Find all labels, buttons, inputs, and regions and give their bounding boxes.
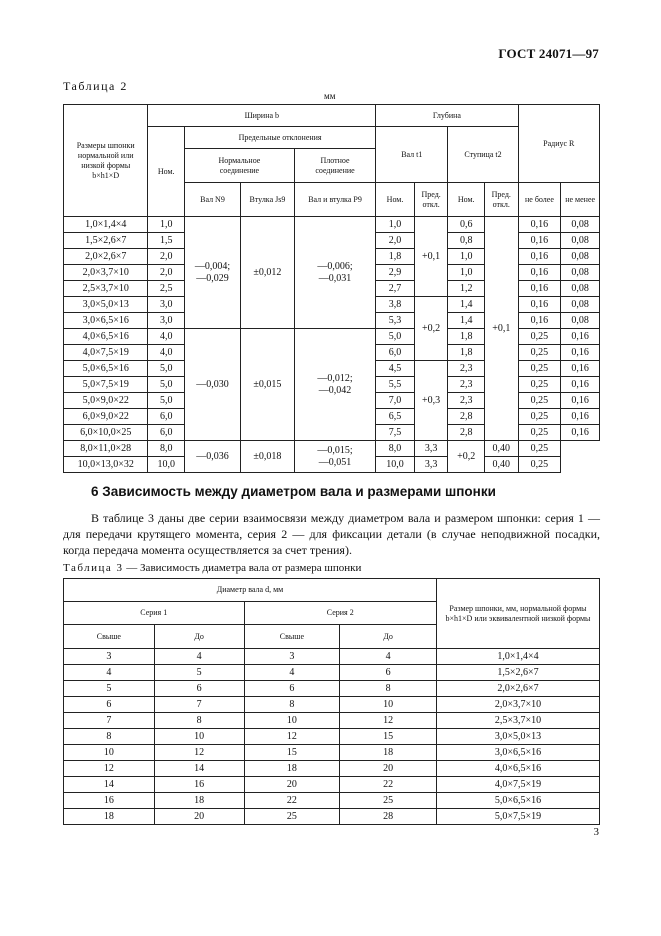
series2-to-cell: 4 [340,649,437,665]
series2-over-cell: 6 [244,681,340,697]
table-row [64,681,600,697]
key-size-cell: 2,0×3,7×10 [436,697,599,713]
radius-min-cell: 0,16 [561,425,600,441]
series1-to-cell: 10 [154,729,244,745]
hub-t2-nom-cell: 1,2 [448,281,485,297]
radius-min-cell: 0,08 [561,265,600,281]
key-size-cell: 1,0×1,4×4 [64,217,148,233]
width-nom-cell: 5,0 [148,377,185,393]
shaft-t1-nom-cell: 5,0 [376,329,415,345]
hub-js9-cell: ±0,015 [240,329,294,441]
header-shaft-t1: Вал t1 [376,127,448,183]
radius-min-cell: 0,16 [561,361,600,377]
series1-over-cell: 8 [64,729,155,745]
shaft-t1-nom-cell: 3,8 [376,297,415,313]
radius-min-cell: 0,25 [518,441,561,457]
series1-to-cell: 18 [154,793,244,809]
hub-t2-nom-cell: 2,8 [448,425,485,441]
header-s2-over: Свыше [244,625,340,649]
header-t2-nom: Ном. [448,183,485,217]
shaft-t1-nom-cell: 10,0 [376,457,415,473]
series1-over-cell: 12 [64,761,155,777]
key-size-cell: 2,0×2,6×7 [64,249,148,265]
header-t1-dev: Пред. откл. [414,183,448,217]
key-size-cell: 5,0×7,5×19 [436,809,599,825]
document-standard-number: ГОСТ 24071—97 [498,46,599,61]
header-hub-js9: Втулка Js9 [240,183,294,217]
series1-to-cell: 4 [154,649,244,665]
series1-to-cell: 12 [154,745,244,761]
shaft-t1-nom-cell: 7,0 [376,393,415,409]
header-b-nom: Ном. [148,127,185,217]
header-shaft-hub-p9: Вал и втулка P9 [294,183,375,217]
table-row [64,441,600,457]
series1-over-cell: 3 [64,649,155,665]
section-title: 6 Зависимость между диаметром вала и размерами шпонки [91,484,496,499]
header-radius-min: не менее [561,183,600,217]
width-nom-cell: 6,0 [148,409,185,425]
series2-over-cell: 12 [244,729,340,745]
radius-min-cell: 0,25 [518,457,561,473]
shaft-n9-cell: —0,004; —0,029 [185,217,241,329]
header-normal-joint: Нормальное соединение [185,149,295,183]
header-series-1: Серия 1 [64,602,245,625]
width-nom-cell: 3,0 [148,313,185,329]
series2-to-cell: 22 [340,777,437,793]
series2-over-cell: 18 [244,761,340,777]
shaft-hub-p9-cell: —0,015; —0,051 [294,441,375,473]
width-nom-cell: 2,0 [148,265,185,281]
key-size-cell: 1,5×2,6×7 [436,665,599,681]
header-s1-over: Свыше [64,625,155,649]
radius-max-cell: 0,25 [518,425,561,441]
table-row [64,745,600,761]
hub-t2-nom-cell: 0,6 [448,217,485,233]
shaft-t1-nom-cell: 1,8 [376,249,415,265]
radius-min-cell: 0,08 [561,313,600,329]
hub-t2-nom-cell: 3,3 [414,457,448,473]
key-size-cell: 8,0×11,0×28 [64,441,148,457]
width-nom-cell: 1,0 [148,217,185,233]
key-size-cell: 10,0×13,0×32 [64,457,148,473]
radius-min-cell: 0,08 [561,297,600,313]
radius-max-cell: 0,16 [518,313,561,329]
header-limit-deviations: Предельные отклонения [185,127,376,149]
key-size-cell: 2,0×3,7×10 [64,265,148,281]
series2-to-cell: 25 [340,793,437,809]
shaft-n9-cell: —0,036 [185,441,241,473]
series2-to-cell: 15 [340,729,437,745]
header-t1-nom: Ном. [376,183,415,217]
key-size-cell: 4,0×7,5×19 [64,345,148,361]
radius-max-cell: 0,40 [485,457,519,473]
table-row [64,649,600,665]
hub-t2-dev-cell: +0,2 [448,441,485,473]
radius-min-cell: 0,08 [561,281,600,297]
radius-min-cell: 0,16 [561,377,600,393]
table-row [64,793,600,809]
table-row [64,217,600,233]
key-size-cell: 2,5×3,7×10 [64,281,148,297]
table3-caption: Таблица 3 — Зависимость диаметра вала от размера шпонки [63,562,362,574]
header-shaft-diameter: Диаметр вала d, мм [64,579,437,602]
header-s2-to: До [340,625,437,649]
key-size-cell: 5,0×7,5×19 [64,377,148,393]
series1-to-cell: 7 [154,697,244,713]
radius-max-cell: 0,16 [518,217,561,233]
header-width-b: Ширина b [148,105,376,127]
header-depth: Глубина [376,105,518,127]
radius-max-cell: 0,16 [518,281,561,297]
radius-min-cell: 0,16 [561,409,600,425]
shaft-t1-dev-cell: +0,2 [414,297,448,361]
radius-max-cell: 0,16 [518,249,561,265]
radius-max-cell: 0,16 [518,297,561,313]
series1-over-cell: 16 [64,793,155,809]
width-nom-cell: 4,0 [148,345,185,361]
radius-max-cell: 0,25 [518,377,561,393]
header-tight-joint: Плотное соединение [294,149,375,183]
key-size-cell: 4,0×7,5×19 [436,777,599,793]
series1-over-cell: 14 [64,777,155,793]
key-size-cell: 3,0×6,5×16 [436,745,599,761]
shaft-t1-nom-cell: 5,3 [376,313,415,329]
radius-max-cell: 0,25 [518,393,561,409]
key-size-cell: 5,0×9,0×22 [64,393,148,409]
radius-max-cell: 0,25 [518,409,561,425]
hub-t2-nom-cell: 0,8 [448,233,485,249]
series2-to-cell: 10 [340,697,437,713]
width-nom-cell: 2,0 [148,249,185,265]
table-3 [63,578,600,825]
table-row [64,713,600,729]
hub-t2-nom-cell: 2,3 [448,377,485,393]
series1-over-cell: 18 [64,809,155,825]
radius-max-cell: 0,25 [518,345,561,361]
series1-to-cell: 20 [154,809,244,825]
table-row [64,761,600,777]
radius-max-cell: 0,25 [518,329,561,345]
key-size-cell: 6,0×10,0×25 [64,425,148,441]
hub-t2-nom-cell: 1,4 [448,297,485,313]
shaft-t1-nom-cell: 1,0 [376,217,415,233]
table2-unit: мм [324,91,336,101]
series1-over-cell: 5 [64,681,155,697]
table-row [64,777,600,793]
shaft-t1-nom-cell: 6,5 [376,409,415,425]
series2-to-cell: 18 [340,745,437,761]
series2-to-cell: 20 [340,761,437,777]
series2-to-cell: 12 [340,713,437,729]
radius-max-cell: 0,16 [518,233,561,249]
table-row [64,729,600,745]
key-size-cell: 4,0×6,5×16 [64,329,148,345]
radius-min-cell: 0,16 [561,329,600,345]
section-paragraph: В таблице 3 даны две серии взаимосвязи между диаметром вала и размером шпонки: серия 1 — для передачи крутящего момента, серия 2 — для фиксации детали (в случае неподвижной посадки, когда передача момента осуществляется за счет трения). [63,511,600,557]
width-nom-cell: 2,5 [148,281,185,297]
shaft-t1-nom-cell: 8,0 [376,441,415,457]
series1-over-cell: 6 [64,697,155,713]
series2-over-cell: 4 [244,665,340,681]
series2-over-cell: 10 [244,713,340,729]
shaft-hub-p9-cell: —0,012; —0,042 [294,329,375,441]
series1-to-cell: 6 [154,681,244,697]
shaft-t1-dev-cell: +0,1 [414,217,448,297]
width-nom-cell: 6,0 [148,425,185,441]
shaft-t1-nom-cell: 7,5 [376,425,415,441]
hub-t2-nom-cell: 2,3 [448,393,485,409]
series2-over-cell: 3 [244,649,340,665]
series1-to-cell: 16 [154,777,244,793]
hub-js9-cell: ±0,012 [240,217,294,329]
series2-over-cell: 15 [244,745,340,761]
shaft-t1-nom-cell: 2,7 [376,281,415,297]
hub-t2-nom-cell: 2,8 [448,409,485,425]
series2-over-cell: 25 [244,809,340,825]
key-size-cell: 5,0×6,5×16 [64,361,148,377]
series1-to-cell: 14 [154,761,244,777]
width-nom-cell: 5,0 [148,361,185,377]
hub-t2-nom-cell: 1,8 [448,345,485,361]
radius-max-cell: 0,16 [518,265,561,281]
header-key-size: Размер шпонки, мм, нормальной формы b×h1×D или эквивалентной низкой формы [436,579,599,649]
radius-min-cell: 0,16 [561,393,600,409]
series1-over-cell: 4 [64,665,155,681]
series2-to-cell: 8 [340,681,437,697]
radius-min-cell: 0,08 [561,249,600,265]
key-size-cell: 3,0×5,0×13 [436,729,599,745]
header-key-sizes: Размеры шпонки нормальной или низкой формы b×h1×D [64,105,148,217]
shaft-hub-p9-cell: —0,006; —0,031 [294,217,375,329]
shaft-t1-nom-cell: 6,0 [376,345,415,361]
header-series-2: Серия 2 [244,602,436,625]
key-size-cell: 5,0×6,5×16 [436,793,599,809]
table-2 [63,104,600,473]
page-number: 3 [593,826,599,838]
key-size-cell: 4,0×6,5×16 [436,761,599,777]
hub-js9-cell: ±0,018 [240,441,294,473]
radius-max-cell: 0,40 [485,441,519,457]
table-row [64,697,600,713]
radius-max-cell: 0,25 [518,361,561,377]
table-row [64,809,600,825]
width-nom-cell: 5,0 [148,393,185,409]
shaft-t1-nom-cell: 5,5 [376,377,415,393]
hub-t2-nom-cell: 1,0 [448,265,485,281]
series2-over-cell: 22 [244,793,340,809]
series2-to-cell: 28 [340,809,437,825]
key-size-cell: 2,5×3,7×10 [436,713,599,729]
shaft-n9-cell: —0,030 [185,329,241,441]
key-size-cell: 6,0×9,0×22 [64,409,148,425]
width-nom-cell: 4,0 [148,329,185,345]
table-row [64,665,600,681]
hub-t2-dev-cell: +0,1 [485,217,519,441]
series2-over-cell: 8 [244,697,340,713]
header-radius-max: не более [518,183,561,217]
header-s1-to: До [154,625,244,649]
series1-over-cell: 10 [64,745,155,761]
key-size-cell: 3,0×5,0×13 [64,297,148,313]
shaft-t1-nom-cell: 4,5 [376,361,415,377]
series2-to-cell: 6 [340,665,437,681]
key-size-cell: 1,0×1,4×4 [436,649,599,665]
shaft-t1-nom-cell: 2,9 [376,265,415,281]
series1-over-cell: 7 [64,713,155,729]
series1-to-cell: 5 [154,665,244,681]
hub-t2-nom-cell: 1,8 [448,329,485,345]
header-radius: Радиус R [518,105,599,183]
width-nom-cell: 10,0 [148,457,185,473]
series2-over-cell: 20 [244,777,340,793]
shaft-t1-nom-cell: 2,0 [376,233,415,249]
hub-t2-nom-cell: 1,0 [448,249,485,265]
width-nom-cell: 3,0 [148,297,185,313]
hub-t2-nom-cell: 1,4 [448,313,485,329]
header-shaft-n9: Вал N9 [185,183,241,217]
table-row [64,329,600,345]
radius-min-cell: 0,08 [561,217,600,233]
series1-to-cell: 8 [154,713,244,729]
radius-min-cell: 0,08 [561,233,600,249]
shaft-t1-dev-cell: +0,3 [414,361,448,441]
radius-min-cell: 0,16 [561,345,600,361]
header-t2-dev: Пред. откл. [485,183,519,217]
width-nom-cell: 8,0 [148,441,185,457]
hub-t2-nom-cell: 3,3 [414,441,448,457]
hub-t2-nom-cell: 2,3 [448,361,485,377]
header-hub-t2: Ступица t2 [448,127,518,183]
key-size-cell: 3,0×6,5×16 [64,313,148,329]
key-size-cell: 2,0×2,6×7 [436,681,599,697]
width-nom-cell: 1,5 [148,233,185,249]
table2-caption: Таблица 2 [63,79,128,93]
key-size-cell: 1,5×2,6×7 [64,233,148,249]
